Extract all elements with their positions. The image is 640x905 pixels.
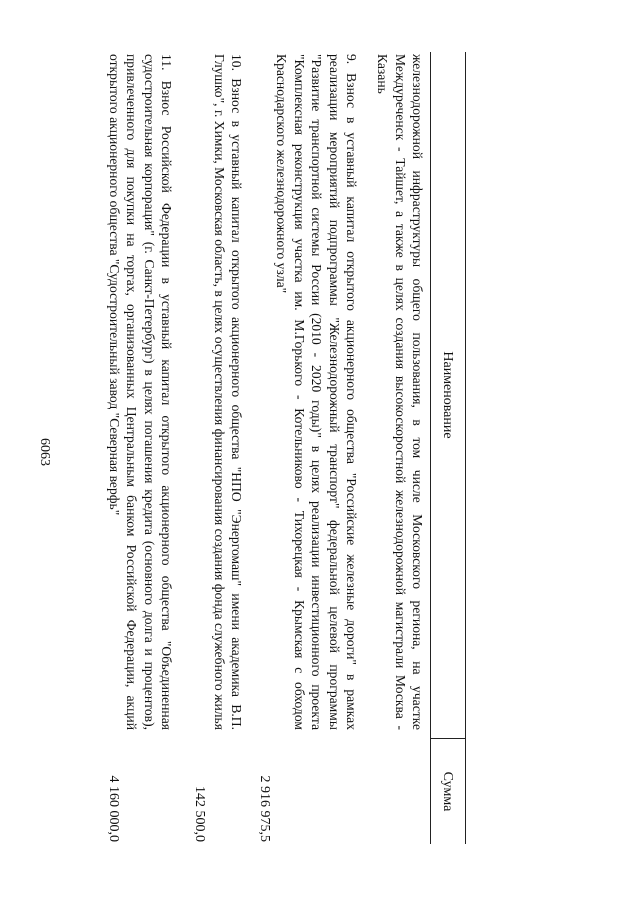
page-number: 6063 bbox=[37, 438, 52, 466]
header-sum: Сумма bbox=[430, 738, 465, 844]
budget-table-wrapper bbox=[64, 52, 466, 844]
table-body bbox=[64, 52, 430, 844]
table-header bbox=[430, 52, 466, 844]
row-name: 9. Взнос в уставный капитал открытого акционерного общества "Российские железные дороги" в рамках реализации мероприятий подпрограммы "Железнодорожный транспорт" федеральной целевой программы "Развитие транспортной системы России (2010 - 2020 годы)" в целях реализации инвестиционного проекта "Комплексная реконструкция участка им. М.Горького - Котельниково - Тихорецкая - Крымская с обходом Краснодарского железнодорожного узла" bbox=[274, 54, 359, 730]
row-name: железнодорожной инфраструктуры общего пользования, в том числе Московского региона, на участке Междуреченск - Тайшет, а также в целях создания высокоскоростной железнодорожной магистрали Москва - Казань bbox=[375, 54, 425, 730]
row-name: 10. Взнос в уставный капитал открытого акционерного общества "НПО "Энергомаш" имени академика В.П. Глушко", г. Химки, Московская область, в целях осуществления финансирования создания фонда служебного жилья bbox=[211, 54, 244, 730]
row-sum: 2 916 975,5 bbox=[257, 775, 272, 842]
budget-table bbox=[64, 52, 466, 844]
header-name: Наименование bbox=[440, 351, 456, 439]
row-sum: 4 160 000,0 bbox=[106, 775, 121, 842]
row-sum: 142 500,0 bbox=[192, 786, 207, 842]
page-number-container bbox=[0, 0, 52, 905]
row-name: 11. Взнос Российской Федерации в уставный капитал открытого акционерного общества "Объединенная судостроительная корпорация" (г. Санкт-Петербург) в целях погашения кредита (основного долга и процентов), привлеченного для покупки на торгах, организованных Центральным банком Российской Федерации, акций открытого акционерного общества "Судостроительный завод "Северная верфь" bbox=[106, 54, 174, 730]
